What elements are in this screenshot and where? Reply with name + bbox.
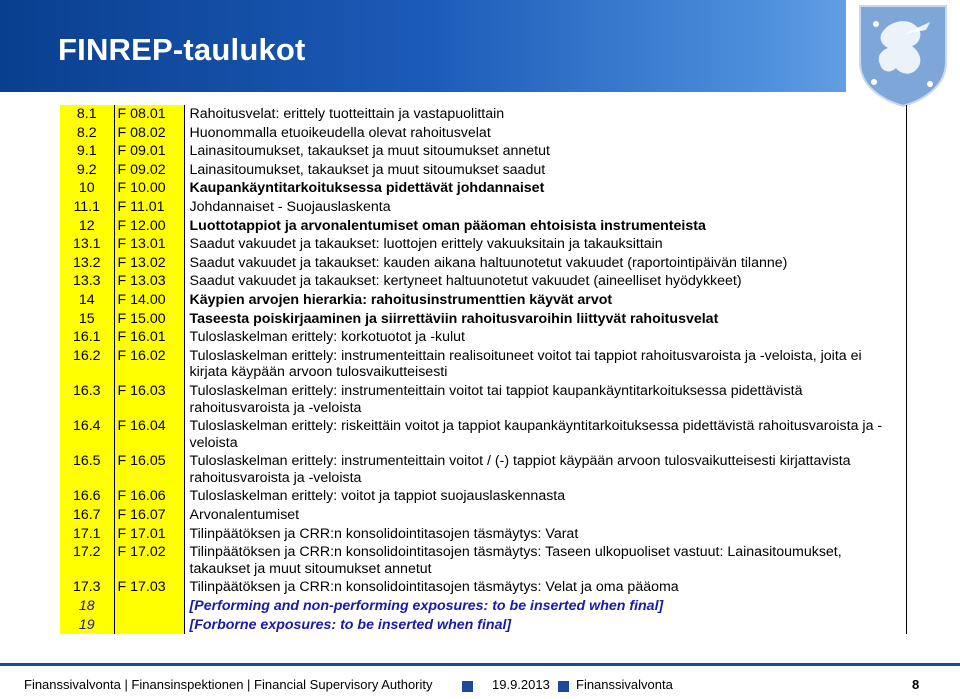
table-row	[60, 235, 906, 254]
table-row	[60, 142, 906, 161]
row-description: Arvonalentumiset	[184, 506, 906, 525]
row-code: F 16.05	[114, 452, 184, 487]
row-number: 16.5	[60, 452, 114, 487]
page-number: 8	[912, 677, 920, 692]
row-code: F 08.02	[114, 124, 184, 143]
table-row	[60, 105, 906, 124]
table-row	[60, 382, 906, 417]
row-number: 13.3	[60, 272, 114, 291]
table-row	[60, 543, 906, 578]
row-number: 13.1	[60, 235, 114, 254]
row-description: [Forborne exposures: to be inserted when final]	[184, 616, 906, 635]
table-row	[60, 616, 906, 635]
footer	[24, 676, 934, 696]
footer-divider	[0, 663, 960, 666]
row-code	[114, 597, 184, 616]
row-code: F 16.07	[114, 506, 184, 525]
row-description: [Performing and non-performing exposures: to be inserted when final]	[184, 597, 906, 616]
row-code: F 12.00	[114, 217, 184, 236]
row-code: F 13.03	[114, 272, 184, 291]
table-row	[60, 254, 906, 273]
row-code: F 17.02	[114, 543, 184, 578]
row-number: 13.2	[60, 254, 114, 273]
row-number: 17.2	[60, 543, 114, 578]
table-row	[60, 328, 906, 347]
row-description: Rahoitusvelat: erittely tuotteittain ja vastapuolittain	[184, 105, 906, 124]
lion-emblem-icon	[846, 0, 960, 108]
row-description: Tuloslaskelman erittely: korkotuotot ja -kulut	[184, 328, 906, 347]
finrep-table	[60, 105, 906, 634]
row-number: 16.3	[60, 382, 114, 417]
row-number: 17.1	[60, 525, 114, 544]
row-description: Käypien arvojen hierarkia: rahoitusinstrumenttien käyvät arvot	[184, 291, 906, 310]
row-code: F 16.02	[114, 347, 184, 382]
row-code: F 16.03	[114, 382, 184, 417]
row-description: Tilinpäätöksen ja CRR:n konsolidointitasojen täsmäytys: Taseen ulkopuoliset vastuut: Lainasitoumukset, takaukset ja muut sitoumukset annetut	[184, 543, 906, 578]
row-description: Huonommalla etuoikeudella olevat rahoitusvelat	[184, 124, 906, 143]
table-row	[60, 161, 906, 180]
row-description: Tuloslaskelman erittely: instrumenteittain voitot / (-) tappiot käypään arvoon tulosvaikutteisesti kirjattavista rahoitusvaroista ja -veloista	[184, 452, 906, 487]
row-description: Saadut vakuudet ja takaukset: kauden aikana haltuunotetut vakuudet (raportointipäivän tilanne)	[184, 254, 906, 273]
row-code: F 17.01	[114, 525, 184, 544]
footer-square-icon	[558, 681, 569, 692]
row-number: 14	[60, 291, 114, 310]
table-row	[60, 124, 906, 143]
row-description: Saadut vakuudet ja takaukset: luottojen erittely vakuuksitain ja takauksittain	[184, 235, 906, 254]
row-code: F 16.01	[114, 328, 184, 347]
row-description: Lainasitoumukset, takaukset ja muut sitoumukset saadut	[184, 161, 906, 180]
row-code: F 15.00	[114, 310, 184, 329]
table-row	[60, 198, 906, 217]
header-banner	[0, 0, 960, 92]
row-number: 8.1	[60, 105, 114, 124]
table-row	[60, 347, 906, 382]
table-row	[60, 272, 906, 291]
row-description: Tuloslaskelman erittely: instrumenteittain voitot tai tappiot kaupankäyntitarkoituksessa pidettävistä rahoitusvaroista ja -veloista	[184, 382, 906, 417]
row-code: F 16.06	[114, 487, 184, 506]
row-description: Lainasitoumukset, takaukset ja muut sitoumukset annetut	[184, 142, 906, 161]
row-number: 9.1	[60, 142, 114, 161]
row-number: 9.2	[60, 161, 114, 180]
row-number: 16.2	[60, 347, 114, 382]
row-code: F 09.01	[114, 142, 184, 161]
row-description: Tuloslaskelman erittely: instrumenteittain realisoituneet voitot tai tappiot rahoitusvaroista ja -veloista, joita ei kirjata käypään arvoon tulosvaikutteisesti	[184, 347, 906, 382]
row-description: Luottotappiot ja arvonalentumiset oman pääoman ehtoisista instrumenteista	[184, 217, 906, 236]
row-code: F 10.00	[114, 179, 184, 198]
table-row	[60, 452, 906, 487]
row-code: F 13.02	[114, 254, 184, 273]
table-row	[60, 597, 906, 616]
row-number: 18	[60, 597, 114, 616]
row-description: Tilinpäätöksen ja CRR:n konsolidointitasojen täsmäytys: Varat	[184, 525, 906, 544]
row-code: F 11.01	[114, 198, 184, 217]
table-row	[60, 310, 906, 329]
row-code: F 13.01	[114, 235, 184, 254]
row-number: 16.1	[60, 328, 114, 347]
row-code: F 08.01	[114, 105, 184, 124]
footer-publisher: Finanssivalvonta	[576, 677, 673, 692]
row-number: 8.2	[60, 124, 114, 143]
row-number: 11.1	[60, 198, 114, 217]
footer-date: 19.9.2013	[492, 677, 550, 692]
table-row	[60, 525, 906, 544]
row-description: Tilinpäätöksen ja CRR:n konsolidointitasojen täsmäytys: Velat ja oma pääoma	[184, 578, 906, 597]
row-number: 19	[60, 616, 114, 635]
row-code	[114, 616, 184, 635]
row-description: Johdannaiset - Suojauslaskenta	[184, 198, 906, 217]
row-number: 16.6	[60, 487, 114, 506]
row-description: Tuloslaskelman erittely: voitot ja tappiot suojauslaskennasta	[184, 487, 906, 506]
footer-square-icon	[462, 681, 473, 692]
row-number: 15	[60, 310, 114, 329]
row-number: 10	[60, 179, 114, 198]
row-code: F 16.04	[114, 417, 184, 452]
footer-organization: Finanssivalvonta | Finansinspektionen | Financial Supervisory Authority	[24, 677, 433, 692]
page-title: FINREP-taulukot	[58, 32, 306, 67]
row-code: F 09.02	[114, 161, 184, 180]
table-row	[60, 578, 906, 597]
table-row	[60, 291, 906, 310]
row-number: 17.3	[60, 578, 114, 597]
table-row	[60, 417, 906, 452]
row-description: Kaupankäyntitarkoituksessa pidettävät johdannaiset	[184, 179, 906, 198]
row-description: Tuloslaskelman erittely: riskeittäin voitot ja tappiot kaupankäyntitarkoituksessa pidettävistä rahoitusvaroista ja -veloista	[184, 417, 906, 452]
row-number: 16.7	[60, 506, 114, 525]
row-description: Taseesta poiskirjaaminen ja siirrettäviin rahoitusvaroihin liittyvät rahoitusvelat	[184, 310, 906, 329]
row-number: 12	[60, 217, 114, 236]
row-number: 16.4	[60, 417, 114, 452]
row-code: F 14.00	[114, 291, 184, 310]
table-row	[60, 179, 906, 198]
row-description: Saadut vakuudet ja takaukset: kertyneet haltuunotetut vakuudet (aineelliset hyödykkeet)	[184, 272, 906, 291]
row-code: F 17.03	[114, 578, 184, 597]
table-row	[60, 487, 906, 506]
table-row	[60, 217, 906, 236]
table-row	[60, 506, 906, 525]
